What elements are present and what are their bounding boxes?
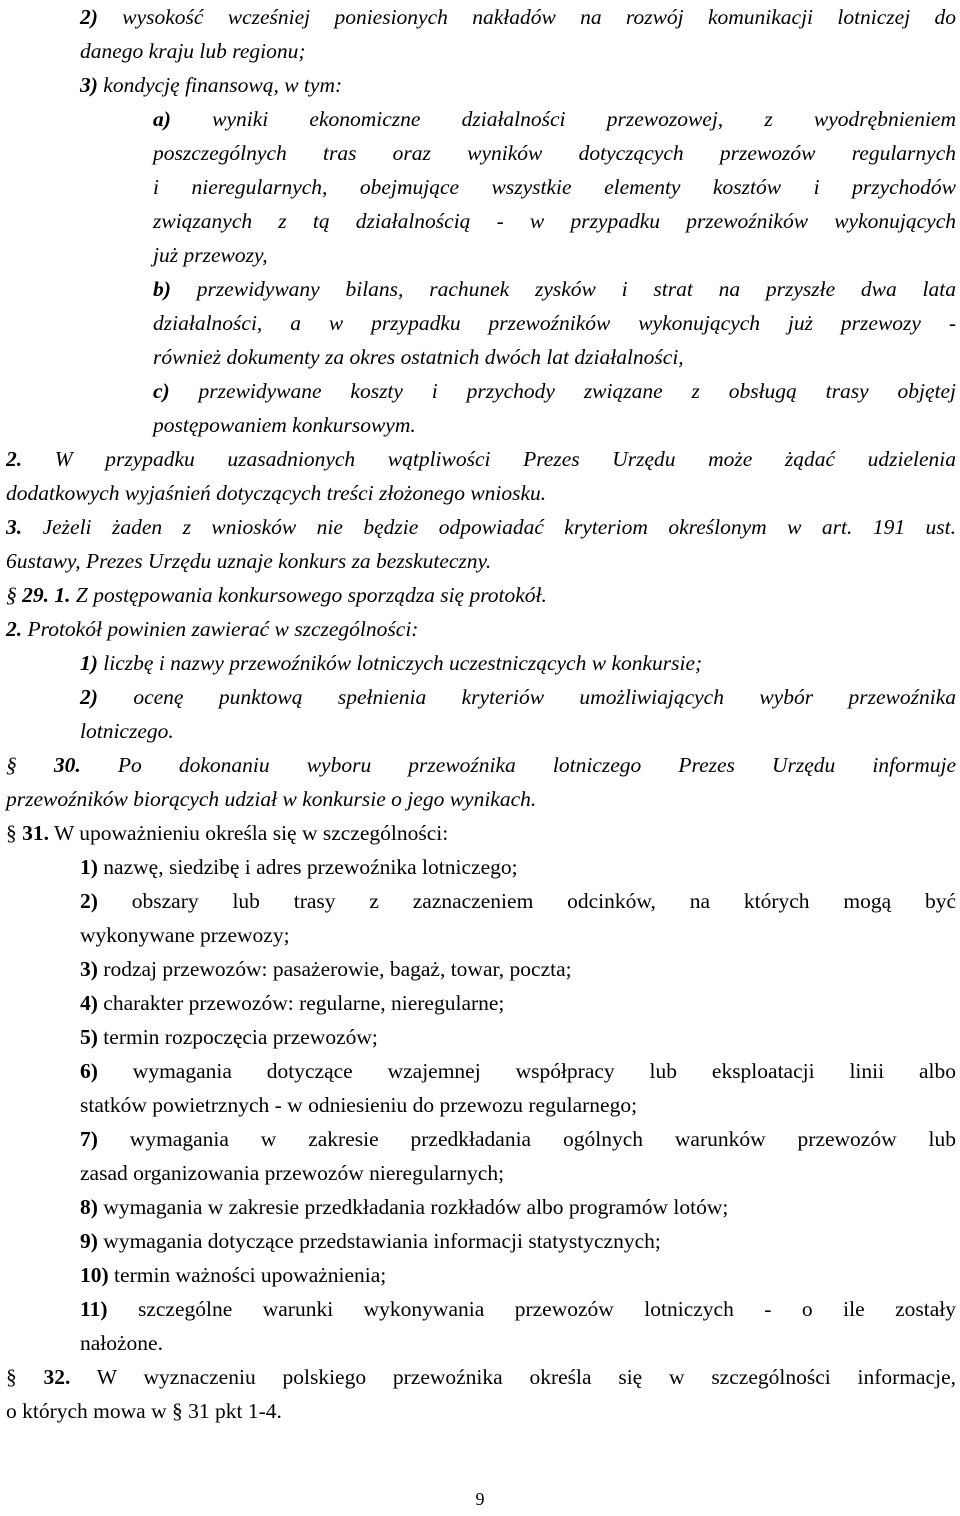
text-line: 9) wymagania dotyczące przedstawiania informacji statystycznych; — [80, 1229, 661, 1253]
text-line: 6) wymagania dotyczące wzajemnej współpracy lub eksploatacji linii albo — [80, 1059, 956, 1083]
text-line: 2) wysokość wcześniej poniesionych nakładów na rozwój komunikacji lotniczej do — [80, 5, 956, 29]
text-line: 1) liczbę i nazwy przewoźników lotniczych uczestniczących w konkursie; — [80, 651, 703, 675]
text-line: § 31. W upoważnieniu określa się w szczególności: — [6, 821, 449, 845]
text-line: 3. Jeżeli żaden z wniosków nie będzie odpowiadać kryteriom określonym w art. 191 ust. — [6, 515, 956, 539]
text-line: 4) charakter przewozów: regularne, nieregularne; — [80, 991, 505, 1015]
text-line: § 29. 1. Z postępowania konkursowego sporządza się protokół. — [6, 583, 547, 607]
text-line: 2) obszary lub trasy z zaznaczeniem odcinków, na których mogą być — [80, 889, 956, 913]
text-line: § 32. W wyznaczeniu polskiego przewoźnika określa się w szczególności informacje, — [6, 1365, 956, 1389]
page-number: 9 — [475, 1489, 485, 1509]
text-line: 10) termin ważności upoważnienia; — [80, 1263, 387, 1287]
text-line: postępowaniem konkursowym. — [153, 413, 416, 437]
text-line: dodatkowych wyjaśnień dotyczących treści złożonego wniosku. — [6, 481, 547, 505]
text-line: nałożone. — [80, 1331, 163, 1355]
section-sign: § — [6, 753, 54, 777]
document-page — [6, 0, 956, 1428]
text-line: 8) wymagania w zakresie przedkładania rozkładów albo programów lotów; — [80, 1195, 729, 1219]
text-line: 11) szczególne warunki wykonywania przewozów lotniczych - o ile zostały — [80, 1297, 956, 1321]
text-line: już przewozy, — [153, 243, 268, 267]
text-line: i nieregularnych, obejmujące wszystkie elementy kosztów i przychodów — [153, 175, 956, 199]
text-line: 7) wymagania w zakresie przedkładania ogólnych warunków przewozów lub — [80, 1127, 956, 1151]
text-line: statków powietrznych - w odniesieniu do przewozu regularnego; — [80, 1093, 638, 1117]
section-sign: § — [6, 583, 23, 607]
text-line: 3) kondycję finansową, w tym: — [80, 73, 343, 97]
text-line: 2. W przypadku uzasadnionych wątpliwości Prezes Urzędu może żądać udzielenia — [6, 447, 956, 471]
text-line: 1) nazwę, siedzibę i adres przewoźnika lotniczego; — [80, 855, 518, 879]
section-sign: § — [6, 1365, 44, 1389]
text-line: o których mowa w § 31 pkt 1-4. — [6, 1399, 282, 1423]
text-line: 5) termin rozpoczęcia przewozów; — [80, 1025, 378, 1049]
text-line: c) przewidywane koszty i przychody związane z obsługą trasy objętej — [153, 379, 956, 403]
text-line: związanych z tą działalnością - w przypadku przewoźników wykonujących — [153, 209, 956, 233]
text-line: przewoźników biorących udział w konkursie o jego wynikach. — [6, 787, 537, 811]
text-line: wykonywane przewozy; — [80, 923, 290, 947]
section-sign: § — [6, 821, 23, 845]
text-line: 2. Protokół powinien zawierać w szczególności: — [6, 617, 419, 641]
text-line: 3) rodzaj przewozów: pasażerowie, bagaż, towar, poczta; — [80, 957, 572, 981]
text-line: § 30. Po dokonaniu wyboru przewoźnika lotniczego Prezes Urzędu informuje — [6, 753, 956, 777]
text-line: poszczególnych tras oraz wyników dotyczących przewozów regularnych — [153, 141, 956, 165]
text-line: 6ustawy, Prezes Urzędu uznaje konkurs za bezskuteczny. — [6, 549, 492, 573]
text-line: działalności, a w przypadku przewoźników wykonujących już przewozy - — [153, 311, 956, 335]
text-line: również dokumenty za okres ostatnich dwóch lat działalności, — [153, 345, 684, 369]
text-line: b) przewidywany bilans, rachunek zysków i strat na przyszłe dwa lata — [153, 277, 956, 301]
text-line: lotniczego. — [80, 719, 174, 743]
text-line: zasad organizowania przewozów nieregularnych; — [80, 1161, 505, 1185]
text-line: danego kraju lub regionu; — [80, 39, 306, 63]
text-line: 2) ocenę punktową spełnienia kryteriów umożliwiających wybór przewoźnika — [80, 685, 956, 709]
text-line: a) wyniki ekonomiczne działalności przewozowej, z wyodrębnieniem — [153, 107, 956, 131]
